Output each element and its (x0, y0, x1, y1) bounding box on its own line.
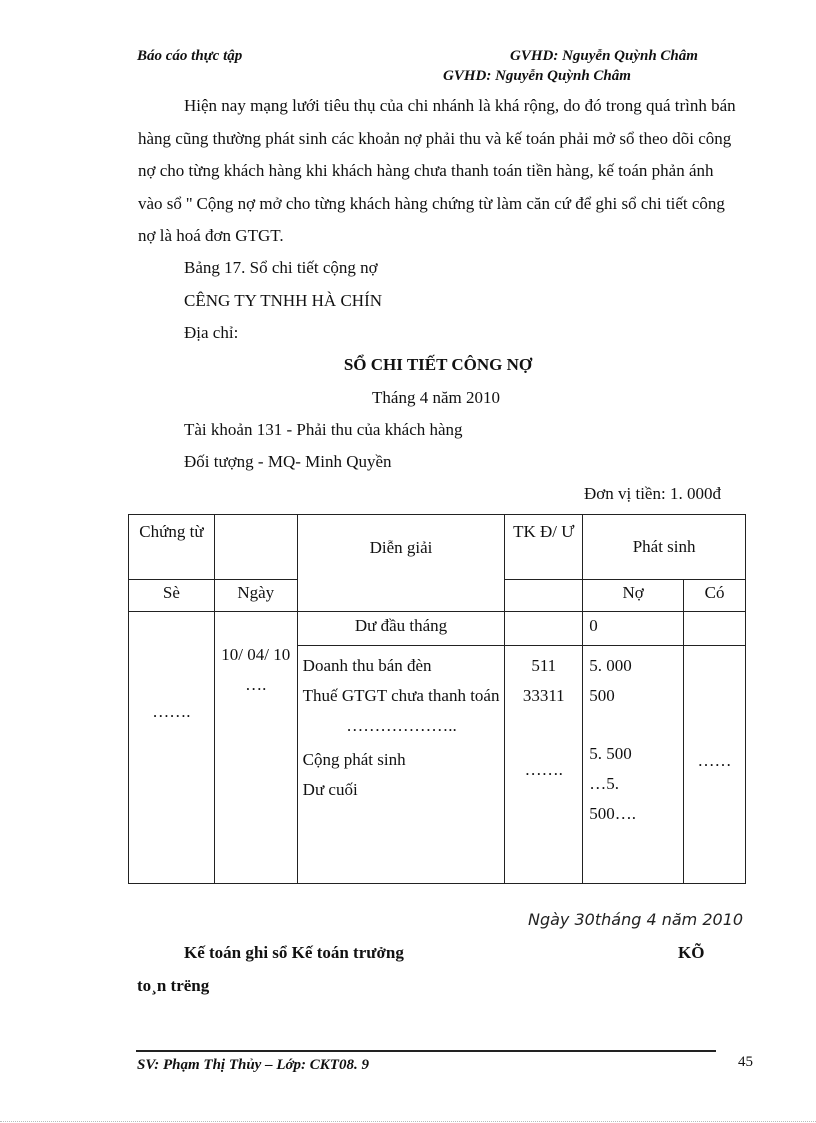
signer-titles: Kế toán ghi sổ Kế toán trưởng (184, 943, 404, 962)
signer-chief-garbled-b: to¸n trëng (137, 976, 210, 995)
address-label: Địa chỉ: (184, 323, 239, 342)
page-bottom-border (0, 1121, 816, 1122)
subject-line: Đối tượng - MQ- Minh Quyền (184, 452, 392, 471)
ledger-title: SỔ CHI TIẾT CÔNG NỢ (343, 355, 533, 374)
ngay-dots: …. (245, 674, 267, 694)
no-revenue: 5. 000 (589, 656, 632, 676)
no-vat: 500 (589, 686, 615, 706)
cell-co-dots: …… (684, 646, 746, 884)
desc-revenue: Doanh thu bán đèn (302, 656, 432, 676)
header-ngay: Ngày (214, 579, 297, 611)
company-name: CÊNG TY TNHH HÀ CHÍN (184, 291, 383, 310)
ledger-table (128, 514, 746, 884)
cell-no-values (583, 646, 684, 884)
header-chung-tu: Chứng từ (129, 515, 215, 580)
page-number: 45 (738, 1054, 753, 1070)
header-se: Sè (129, 579, 215, 611)
sign-date: Ngày 30tháng 4 năm 2010 (528, 910, 744, 929)
cell-se: ……. (129, 611, 215, 883)
currency-unit: Đơn vị tiền: 1. 000đ (584, 484, 721, 503)
cell-tk-values (505, 646, 583, 884)
cell-opening-co (684, 611, 746, 645)
cell-opening-tk (505, 611, 583, 645)
header-co: Có (684, 579, 746, 611)
cell-opening-no: 0 (583, 611, 684, 645)
header-blank (214, 515, 297, 580)
desc-total: Cộng phát sinh (302, 750, 406, 770)
ngay-date: 10/ 04/ 10 (221, 644, 291, 664)
tk-dots: ……. (524, 760, 563, 780)
no-closing: …5. 500…. (589, 774, 636, 824)
tk-511: 511 (531, 656, 557, 676)
desc-closing: Dư cuối (302, 780, 358, 800)
header-dien-giai: Diễn giải (297, 515, 505, 612)
footer-student: SV: Phạm Thị Thủy – Lớp: CKT08. 9 (137, 1057, 369, 1073)
ledger-period: Tháng 4 năm 2010 (372, 388, 500, 407)
table-caption: Bảng 17. Sổ chi tiết cộng nợ (184, 258, 378, 277)
advisor-label-duplicate: GVHD: Nguyễn Quỳnh Châm (443, 68, 631, 84)
header-phat-sinh: Phát sinh (583, 515, 746, 580)
no-total: 5. 500 (589, 744, 632, 764)
desc-dots: ……………….. (346, 716, 457, 736)
cell-descriptions (297, 646, 505, 884)
footer-rule (136, 1050, 716, 1052)
signer-chief-garbled-a: KÕ (678, 943, 705, 962)
cell-opening-label: Dư đầu tháng (297, 611, 505, 645)
header-tk-blank (505, 579, 583, 611)
intro-text: Hiện nay mạng lưới tiêu thụ của chi nhánh là khá rộng, do đó trong quá trình bán hàng cũng thường phát sinh các khoản nợ phải thu và kế toán phải mở sổ theo dõi công nợ cho từng khách hàng khi khách hàng chưa thanh toán tiền hàng, kế toán phản ánh vào sổ '' Cộng nợ mở cho từng khách hàng chứng từ làm căn cứ để ghi sổ chi tiết công nợ là hoá đơn GTGT. (138, 96, 736, 245)
header-tk-du: TK Đ/ Ư (505, 515, 583, 580)
account-line: Tài khoản 131 - Phải thu của khách hàng (184, 420, 463, 439)
desc-vat: Thuế GTGT chưa thanh toán (302, 686, 500, 706)
header-no: Nợ (583, 579, 684, 611)
advisor-label: GVHD: Nguyễn Quỳnh Châm (510, 48, 698, 64)
tk-33311: 33311 (522, 686, 565, 706)
cell-ngay (214, 611, 297, 883)
report-label: Báo cáo thực tập (137, 48, 243, 64)
intro-paragraph (138, 90, 738, 253)
